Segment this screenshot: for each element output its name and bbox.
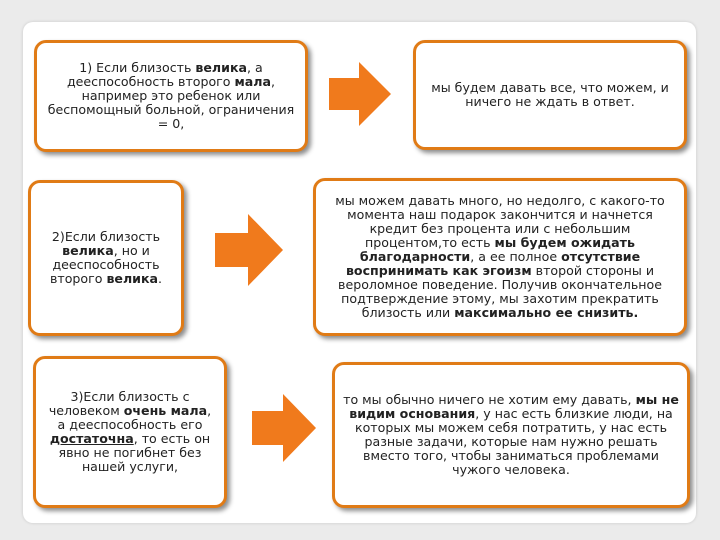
condition-text-1: 1) Если близость велика, а дееспособность второго мала, например это ребенок или беспомощный больной, ограничения = 0,	[47, 60, 295, 131]
outcome-box-2	[313, 178, 687, 336]
arrow-shape	[252, 394, 316, 462]
condition-text-2: 2)Если близость велика, но и дееспособность второго велика.	[49, 229, 163, 286]
outcome-text-3: то мы обычно ничего не хотим ему давать, мы не видим основания, у нас есть близкие люди, на которых мы можем себя потратить, у нас есть разные задачи, которые нам нужно решать вместо того, чтобы заниматься проблемами чужого человека.	[343, 392, 679, 477]
arrow-right-icon	[215, 214, 283, 286]
arrow-shape	[329, 62, 391, 126]
condition-text-3: 3)Если близость с человеком очень мала, а дееспособность его достаточна, то есть он явно не погибнет без нашей услуги,	[48, 389, 212, 474]
condition-box-2	[28, 180, 184, 336]
arrow-right-icon	[329, 62, 391, 126]
condition-box-3	[33, 356, 227, 508]
condition-box-1	[34, 40, 308, 152]
outcome-text-1: мы будем давать все, что можем, и ничего не ждать в ответ.	[431, 80, 669, 109]
arrow-right-icon	[252, 394, 316, 462]
arrow-shape	[215, 214, 283, 286]
outcome-box-1	[413, 40, 687, 150]
outcome-box-3	[332, 362, 690, 508]
outcome-text-2: мы можем давать много, но недолго, с какого-то момента наш подарок закончится и начнется кредит без процента или с небольшим процентом,то есть мы будем ожидать благодарности, а ее полное отсутствие воспринимать как эгоизм второй стороны и вероломное поведение. Получив окончательное подтверждение этому, мы захотим прекратить близость или максимально ее снизить.	[335, 193, 665, 320]
